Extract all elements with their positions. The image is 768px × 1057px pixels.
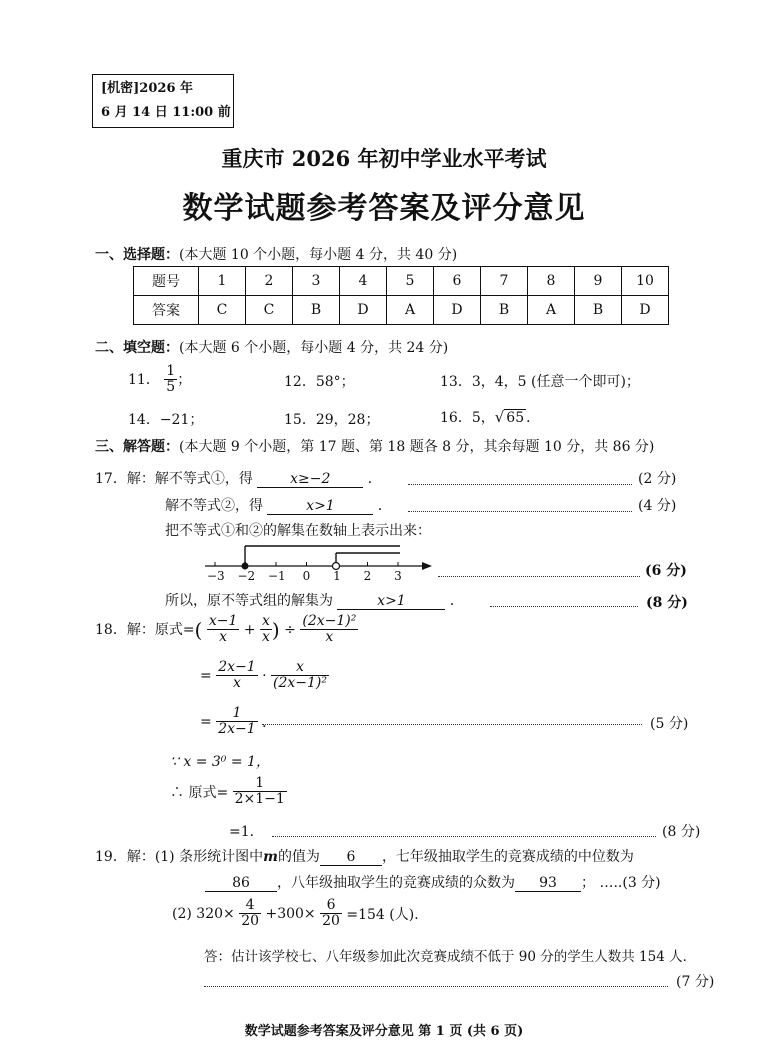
q17-line-3: 把不等式①和②的解集在数轴上表示出来：	[165, 523, 431, 539]
q16-text: 16．5，	[440, 410, 495, 426]
table-cell: C	[199, 296, 246, 325]
q17-line-4: 所以，原不等式组的解集为 x>1 ．	[165, 593, 464, 609]
answer-14: 14．−21；	[128, 412, 204, 428]
table-cell: 4	[340, 267, 387, 296]
answer-13: 13．3，4，5 (任意一个即可)；	[440, 374, 640, 390]
answer-11	[128, 364, 191, 396]
fraction	[233, 776, 287, 808]
number-line-tick-label: 2	[363, 569, 372, 583]
q18-step-1: 18．解：原式=( $\frac{x-1}{x}$ + $\frac{x}{x}$ ) ÷ $\frac{\text{(2x−1)²}}{x}$	[95, 613, 357, 646]
q16-end: ．	[526, 410, 541, 426]
q19-answer: 答：估计该学校七、八年级参加此次竞赛成绩不低于 90 分的学生人数共 154 人．	[204, 949, 697, 965]
fraction	[216, 660, 257, 692]
section-1-heading	[95, 244, 457, 264]
table-cell: B	[575, 296, 622, 325]
q18-step-3: = $\frac{1}{2x-1}$ ．	[200, 705, 277, 738]
table-cell: 9	[575, 267, 622, 296]
table-answer-label: 答案	[134, 296, 199, 325]
q19-part-2	[172, 898, 428, 930]
denominator: x	[232, 675, 241, 692]
q19-blank-1: 6	[320, 849, 382, 866]
table-cell: A	[528, 296, 575, 325]
document-title: 数学试题参考答案及评分意见	[182, 191, 586, 226]
exam-title: 重庆市 2026 年初中学业水平考试	[221, 146, 547, 171]
table-cell: D	[340, 296, 387, 325]
fraction	[271, 660, 329, 692]
q19-blank-2: 86	[205, 875, 277, 892]
table-cell: B	[481, 296, 528, 325]
section-2-heading	[95, 337, 448, 357]
denominator: 20	[241, 913, 260, 930]
numerator: 1	[216, 706, 257, 722]
section-3-heading	[95, 436, 654, 456]
q19-l3-pre: (2) 320×	[172, 905, 235, 922]
number-line-tick-label: 3	[394, 569, 402, 583]
q19-l1-text: 19．解：(1) 条形统计图中	[95, 849, 264, 865]
section-1-desc: (本大题 10 个小题，每小题 4 分，共 40 分)	[179, 247, 458, 263]
confidential-box	[92, 74, 234, 128]
numerator: x−1	[208, 613, 238, 629]
answer-12: 12．58°；	[284, 374, 355, 390]
section-2-label: 二、填空题：	[95, 340, 179, 356]
q19-score-2: (7 分)	[676, 974, 715, 990]
confidential-line-2: 6 月 14 日 11:00 前	[101, 105, 231, 120]
numerator: 6	[320, 898, 342, 914]
q19-l2-post: ；	[581, 875, 595, 891]
q11-end: ；	[177, 371, 192, 388]
dotted-leader	[262, 724, 642, 725]
q19-blank-3: 93	[515, 875, 581, 892]
q19-l3-mid: +300×	[265, 905, 316, 922]
table-cell: C	[246, 296, 293, 325]
table-cell: A	[387, 296, 434, 325]
q17-blank-4: x>1	[337, 593, 445, 610]
q11-numerator: 1	[166, 363, 176, 379]
table-cell: 5	[387, 267, 434, 296]
q11-number: 11．	[128, 371, 160, 388]
q17-line-2: 解不等式②，得 x>1 ．	[165, 498, 392, 514]
answer-15: 15．29，28；	[284, 412, 380, 428]
q17-score-2: (4 分)	[638, 498, 677, 514]
q19-l1-post: ，七年级抽取学生的竞赛成绩的中位数为	[381, 849, 634, 865]
q19-line-1	[95, 846, 634, 866]
arrow-icon	[422, 562, 432, 570]
q18-therefore	[170, 776, 287, 808]
numerator: 2x−1	[218, 659, 256, 675]
table-cell: B	[293, 296, 340, 325]
number-line-tick-label: −2	[237, 569, 256, 583]
denominator: x	[325, 629, 334, 646]
section-1-label: 一、选择题：	[95, 247, 179, 263]
denominator: x	[219, 629, 228, 646]
q17-blank-2: x>1	[267, 498, 373, 515]
number-line-tick-label: −3	[207, 569, 225, 583]
table-cell: 1	[199, 267, 246, 296]
q17-score-4: (8 分)	[646, 595, 688, 611]
denominator: 2x−1	[218, 721, 256, 738]
dotted-leader	[490, 606, 638, 607]
section-2-desc: (本大题 6 个小题，每小题 4 分，共 24 分)	[179, 340, 449, 356]
table-cell: 3	[293, 267, 340, 296]
q17-l4-text: 所以，原不等式组的解集为	[165, 593, 333, 609]
q16-radicand: 65	[506, 410, 525, 426]
q18-therefore-text: ∴ 原式=	[170, 784, 229, 801]
dotted-leader	[204, 986, 668, 987]
denominator: 20	[322, 913, 340, 930]
table-cell: 10	[622, 267, 669, 296]
q17-blank-1: x≥−2	[257, 471, 363, 488]
numerator: (2x−1)²	[302, 613, 357, 629]
q19-variable: m	[263, 849, 278, 865]
q17-line-1: 17．解：解不等式①，得 x≥−2 ．	[95, 471, 382, 487]
numerator: x	[262, 613, 270, 629]
table-header-label: 题号	[134, 267, 199, 296]
dotted-leader	[272, 836, 656, 837]
q18-because: ∵ x = 3⁰ = 1，	[170, 754, 270, 770]
dotted-leader	[408, 511, 632, 512]
q17-score-3: (6 分)	[645, 563, 687, 579]
number-line-tick-label: 0	[302, 569, 311, 583]
numerator: 1	[233, 776, 287, 792]
number-line-tick-label: −1	[268, 569, 286, 583]
table-row	[134, 267, 669, 296]
section-3-desc: (本大题 9 个小题，第 17 题、第 18 题各 8 分，其余每题 10 分，共 86 分)	[179, 439, 655, 455]
number-line-tick-label: 1	[333, 569, 341, 583]
denominator: 2×1−1	[234, 791, 285, 808]
confidential-line-1: [机密]2026 年	[101, 81, 194, 96]
q17-l1-text: 17．解：解不等式①，得	[95, 471, 253, 487]
q17-score-1: (2 分)	[638, 471, 677, 487]
q18-score-2: (8 分)	[662, 824, 701, 840]
answer-table	[133, 266, 669, 325]
fraction	[260, 614, 272, 646]
table-cell: 6	[434, 267, 481, 296]
q18-label: 18．解：原式=	[95, 621, 195, 638]
dotted-leader	[408, 484, 632, 485]
page-footer: 数学试题参考答案及评分意见 第 1 页 (共 6 页)	[244, 1024, 524, 1039]
q19-l3-post: =154 (人)．	[346, 906, 429, 923]
table-cell: 2	[246, 267, 293, 296]
q19-line-2	[205, 872, 661, 892]
q18-score-1: (5 分)	[650, 716, 689, 732]
fraction	[207, 614, 240, 646]
table-cell: D	[434, 296, 481, 325]
q11-fraction	[164, 364, 177, 396]
q18-result: =1．	[229, 824, 264, 840]
fraction	[300, 614, 358, 646]
table-cell: D	[622, 296, 669, 325]
q11-denominator: 5	[166, 379, 176, 396]
q19-score-1: …..(3 分)	[599, 875, 661, 891]
fraction	[239, 898, 261, 930]
table-row	[134, 296, 669, 325]
table-cell: 8	[528, 267, 575, 296]
answer-16	[440, 407, 540, 427]
section-3-label: 三、解答题：	[95, 439, 179, 455]
q17-l2-text: 解不等式②，得	[165, 498, 263, 514]
numerator: x	[271, 660, 329, 676]
table-cell: 7	[481, 267, 528, 296]
q18-step-2: = $\frac{2x-1}{x}$ · $\frac{x}{\text{(2x−1)²}}$	[200, 659, 327, 692]
dotted-leader	[438, 576, 640, 577]
q19-l1-mid: 的值为	[277, 849, 320, 865]
denominator: x	[262, 629, 270, 646]
q19-l2-text: ，八年级抽取学生的竞赛成绩的众数为	[277, 875, 515, 891]
sqrt-icon: √	[494, 408, 505, 426]
denominator: (2x−1)²	[273, 675, 327, 692]
numerator: 4	[239, 898, 261, 914]
fraction	[216, 706, 257, 738]
fraction	[320, 898, 342, 930]
